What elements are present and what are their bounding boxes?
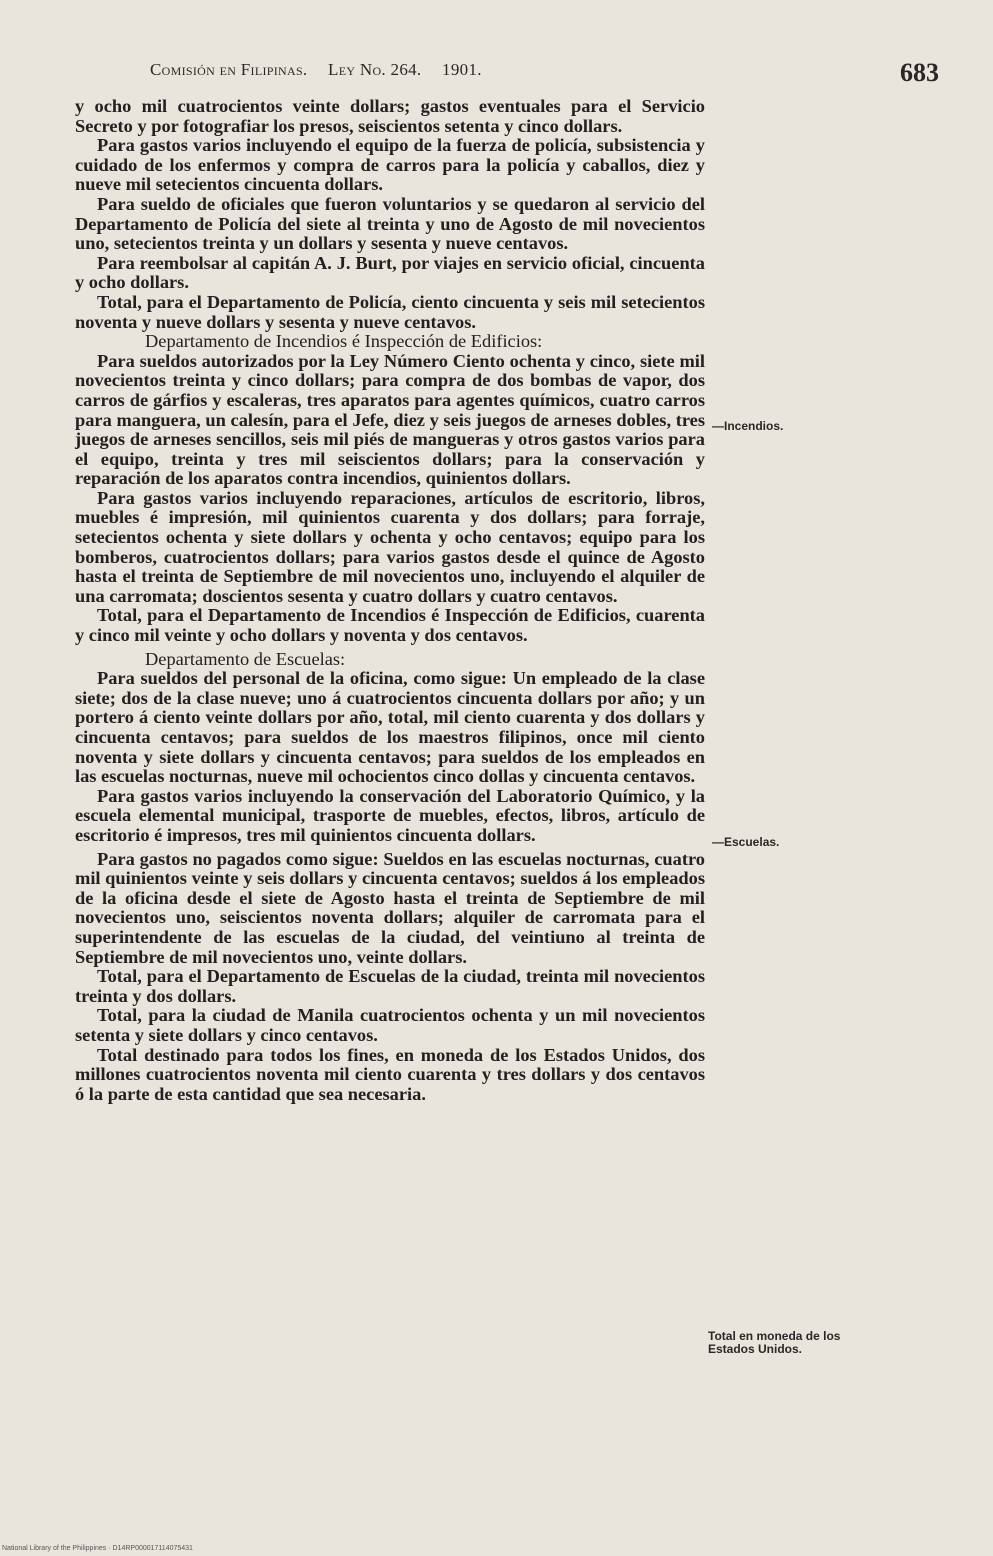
running-head xyxy=(150,60,670,80)
paragraph-4: Para reembolsar al capitán A. J. Burt, por viajes en servicio oficial, cincuenta y ocho dollars. xyxy=(75,252,705,293)
paragraph-15: Total, para la ciudad de Manila cuatrocientos ochenta y un mil novecientos setenta y siete dollars y cinco centavos. xyxy=(75,1005,705,1045)
running-head-year: 1901. xyxy=(442,60,482,79)
body-text xyxy=(75,97,705,1104)
paragraph-14: Total, para el Departamento de Escuelas de la ciudad, treinta mil novecientos treinta y dos dollars. xyxy=(75,966,705,1006)
running-head-commission: Comisión en Filipinas. xyxy=(150,60,308,79)
paragraph-11: Para sueldos del personal de la oficina, como sigue: Un empleado de la clase siete; dos de la clase nueve; uno á cuatrocientos cincuenta dollars por año; y un portero á ciento veinte dollars por año, total, mil ciento cuarenta y dos dollars y cincuenta centavos; para sueldos de los maestros filipinos, once mil ciento noventa y siete dollars y cincuenta centavos; para sueldos de los empleados en las escuelas nocturnas, nueve mil ochocientos cinco dollas y cincuenta centavos. xyxy=(75,668,705,787)
margin-note-incendios: —Incendios. xyxy=(712,419,784,433)
paragraph-7: Para sueldos autorizados por la Ley Número Ciento ochenta y cinco, siete mil novecientos treinta y cinco dollars; para compra de dos bombas de vapor, dos carros de gárfios y escaleras, tres aparatos para agentes químicos, cuatro carros para manguera, un calesín, para el Jefe, diez y seis juegos de arneses dobles, tres juegos de arneses sencillos, seis mil piés de mangueras y otros gastos varios para el equipo, treinta y tres mil seiscientos dollars; para la conservación y reparación de los aparatos contra incendios, quinientos dollars. xyxy=(75,350,705,489)
paragraph-9: Total, para el Departamento de Incendios é Inspección de Edificios, cuarenta y cinco mil veinte y ocho dollars y noventa y dos centavos. xyxy=(75,605,705,646)
page-number: 683 xyxy=(900,58,939,87)
scan-footer: National Library of the Philippines · D14RP000017114075431 xyxy=(2,1545,193,1552)
section-heading-escuelas: Departamento de Escuelas: xyxy=(145,648,346,669)
paragraph-16: Total destinado para todos los fines, en moneda de los Estados Unidos, dos millones cuatrocientos noventa mil ciento cuarenta y tres dollars y dos centavos ó la parte de esta cantidad que sea necesaria. xyxy=(75,1044,705,1104)
paragraph-12: Para gastos varios incluyendo la conservación del Laboratorio Químico, y la escuela elemental municipal, trasporte de muebles, efectos, libros, artículo de escritorio é impresos, tres mil quinientos cincuenta dollars. xyxy=(75,785,705,845)
paragraph-5: Total, para el Departamento de Policía, ciento cincuenta y seis mil setecientos noventa y nueve dollars y sesenta y nueve centavos. xyxy=(75,291,705,332)
paragraph-13: Para gastos no pagados como sigue: Sueldos en las escuelas nocturnas, cuatro mil quinientos veinte y seis dollars y cincuenta centavos; sueldos á los empleados de la oficina desde el siete de Agosto hasta el treinta de Septiembre de mil novecientos uno, seiscientos noventa dollars; alquiler de carromata para el superintendente de las escuelas de la ciudad, del veintiuno al treinta de Septiembre de mil novecientos uno, veinte dollars. xyxy=(75,848,705,967)
paragraph-1: y ocho mil cuatrocientos veinte dollars; gastos eventuales para el Servicio Secreto y por fotografiar los presos, seiscientos setenta y cinco dollars. xyxy=(75,96,705,136)
paragraph-2: Para gastos varios incluyendo el equipo de la fuerza de policía, subsistencia y cuidado de los enfermos y compra de carros para la policía y caballos, diez y nueve mil setecientos cincuenta dollars. xyxy=(75,135,705,195)
section-heading-incendios: Departamento de Incendios é Inspección de Edificios: xyxy=(145,331,543,352)
paragraph-8: Para gastos varios incluyendo reparaciones, artículos de escritorio, libros, muebles é impresión, mil quinientos cuarenta y dos dollars; para forraje, setecientos ochenta y siete dollars y ochenta y ocho centavos; equipo para los bomberos, cuatrocientos dollars; para varios gastos desde el quince de Agosto hasta el treinta de Septiembre de mil novecientos uno, incluyendo el alquiler de una carromata; doscientos sesenta y cuatro dollars y cuatro centavos. xyxy=(75,487,705,606)
running-head-law: Ley No. 264. xyxy=(328,60,422,79)
paragraph-3: Para sueldo de oficiales que fueron voluntarios y se quedaron al servicio del Departamento de Policía del siete al treinta y uno de Agosto de mil novecientos uno, setecientos treinta y un dollars y sesenta y nueve centavos. xyxy=(75,193,705,254)
margin-note-total: Total en moneda de los Estados Unidos. xyxy=(708,1329,841,1356)
margin-note-escuelas: —Escuelas. xyxy=(712,835,780,849)
